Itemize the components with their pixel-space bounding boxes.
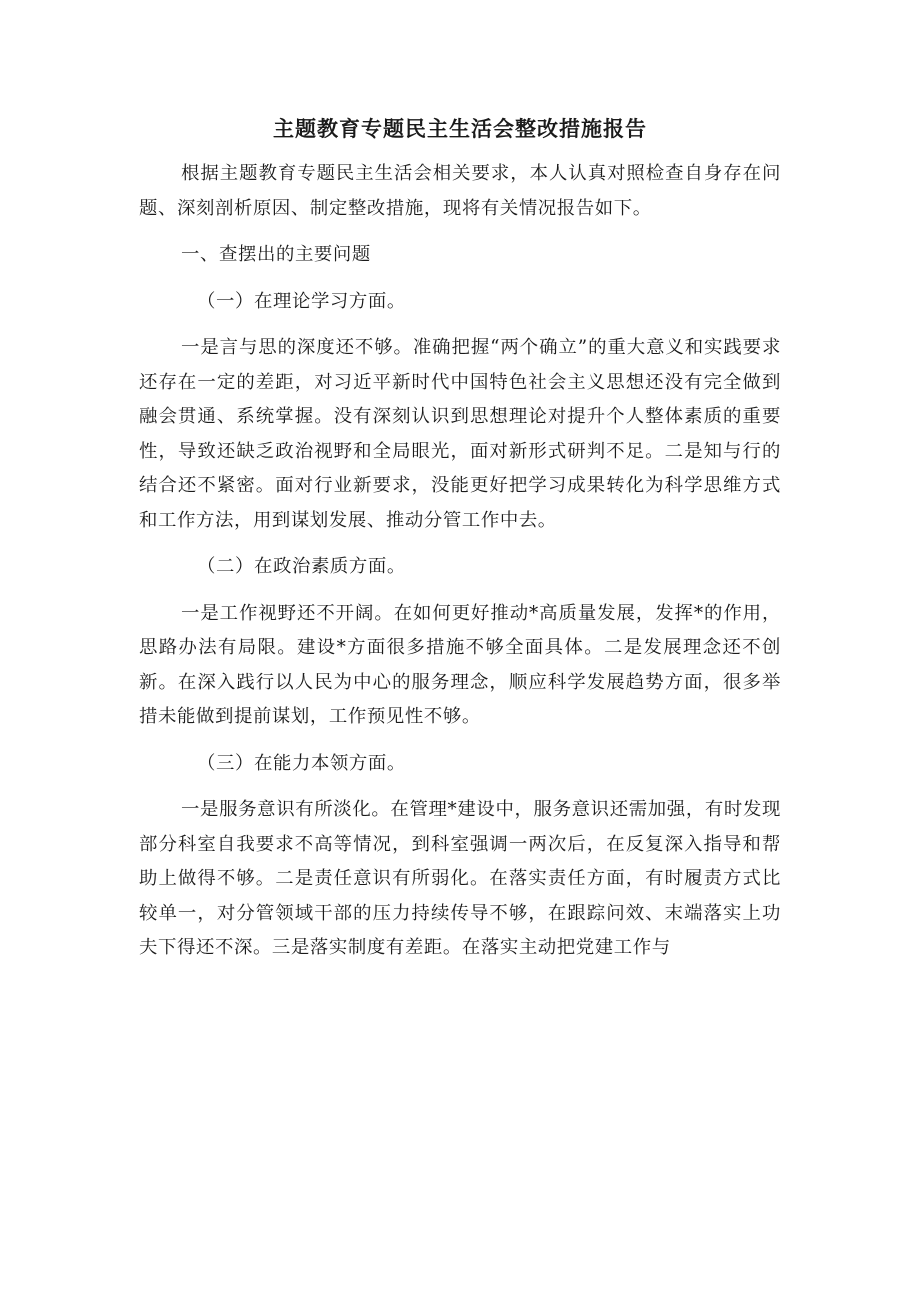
paragraph-theory-study: 一是言与思的深度还不够。准确把握“两个确立”的重大意义和实践要求还存在一定的差距，对习近平新时代中国特色社会主义思想还没有完全做到融会贯通、系统掌握。没有深刻认识到思想理论对提升个人整体素质的重要性，导致还缺乏政治视野和全局眼光，面对新形式研判不足。二是知与行的结合还不紧密。面对行业新要求，没能更好把学习成果转化为科学思维方式和工作方法，用到谋划发展、推动分管工作中去。 <box>139 337 781 531</box>
paragraph-political-quality: 一是工作视野还不开阔。在如何更好推动*高质量发展，发挥*的作用，思路办法有局限。建设*方面很多措施不够全面具体。二是发展理念还不创新。在深入践行以人民为中心的服务理念，顺应科学发展趋势方面，很多举措未能做到提前谋划，工作预见性不够。 <box>139 602 781 727</box>
subsection-heading-political-quality: （二）在政治素质方面。 <box>197 556 406 577</box>
subsection-heading-ability: （三）在能力本领方面。 <box>197 752 406 774</box>
document-title: 主题教育专题民主生活会整改措施报告 <box>273 117 647 141</box>
section-heading-main-problems: 一、查摆出的主要问题 <box>181 244 371 265</box>
subsection-heading-theory-study: （一）在理论学习方面。 <box>197 290 406 312</box>
intro-paragraph: 根据主题教育专题民主生活会相关要求，本人认真对照检查自身存在问题、深刻剖析原因、制定整改措施，现将有关情况报告如下。 <box>139 163 781 219</box>
paragraph-ability: 一是服务意识有所淡化。在管理*建设中，服务意识还需加强，有时发现部分科室自我要求不高等情况，到科室强调一两次后，在反复深入指导和帮助上做得不够。二是责任意识有所弱化。在落实责任方面，有时履责方式比较单一，对分管领域干部的压力持续传导不够，在跟踪问效、末端落实上功夫下得还不深。三是落实制度有差距。在落实主动把党建工作与 <box>139 799 781 958</box>
document-body <box>139 157 781 966</box>
